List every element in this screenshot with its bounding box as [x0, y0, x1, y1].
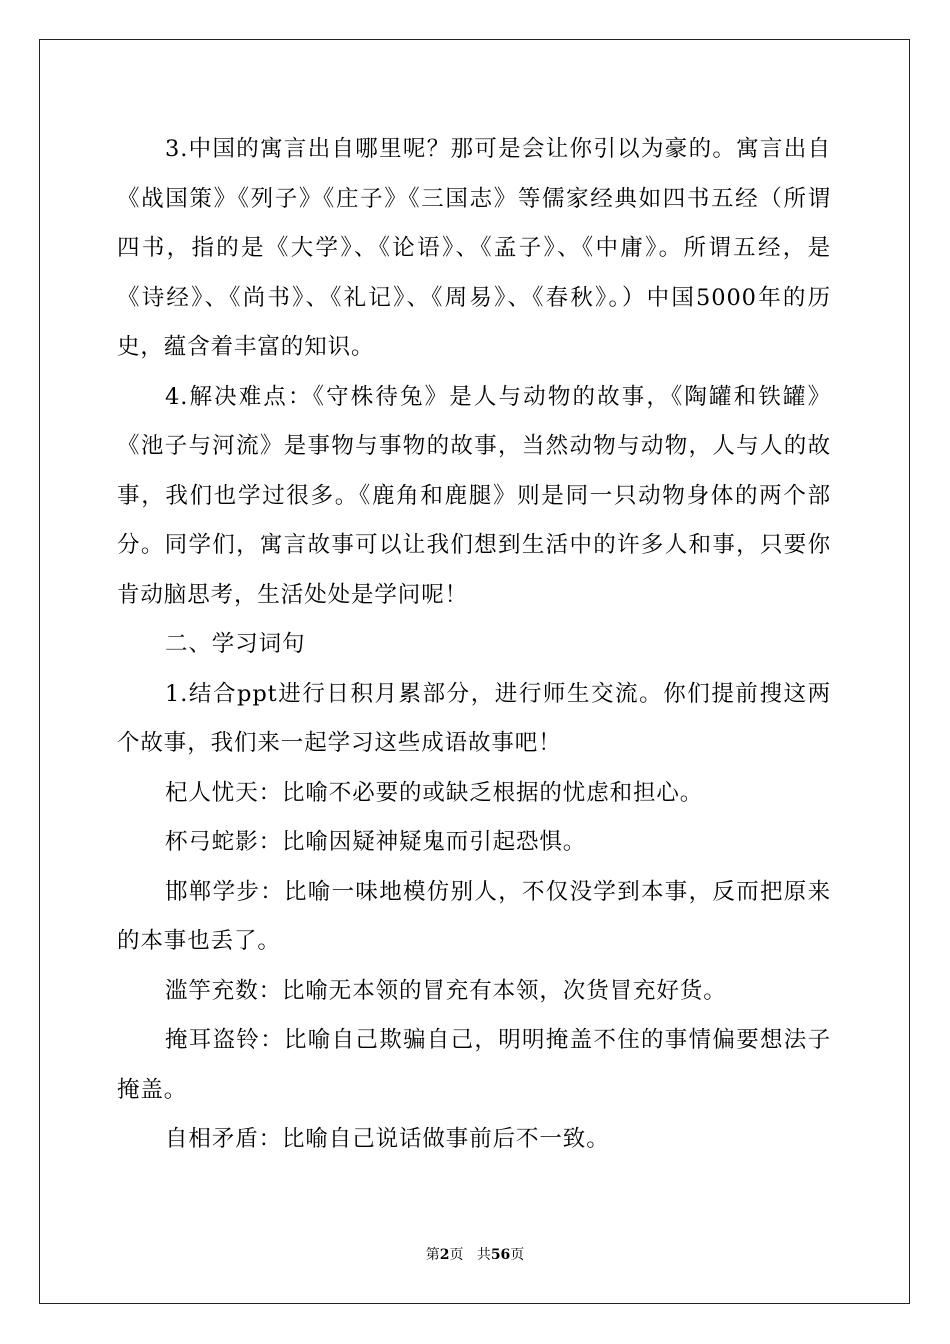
footer-total-prefix: 共: [476, 1247, 491, 1263]
paragraph-origin-of-fables: 3.中国的寓言出自哪里呢？那可是会让你引以为豪的。寓言出自《战国策》《列子》《庄子》《三国志》等儒家经典如四书五经（所谓四书，指的是《大学》、《论语》、《孟子》、《中庸》。所谓五经，是《诗经》、《尚书》、《礼记》、《周易》、《春秋》。）中国5000年的历史，蕴含着丰富的知识。: [117, 136, 831, 360]
idiom-lan-yu-chong-shu: 滥竽充数：比喻无本领的冒充有本领，次货冒充好货。: [165, 977, 727, 1004]
current-page-number: 2: [439, 1247, 450, 1263]
footer-prefix: 第: [425, 1247, 440, 1263]
idiom-qi-ren-you-tian: 杞人忧天：比喻不必要的或缺乏根据的忧虑和担心。: [165, 779, 704, 806]
paragraph-ppt-exchange: 1.结合ppt进行日积月累部分，进行师生交流。你们提前搜这两个故事，我们来一起学习这些成语故事吧！: [117, 680, 831, 756]
footer-total-suffix: 页: [510, 1247, 525, 1263]
paragraph-difficult-points: 4.解决难点：《守株待兔》是人与动物的故事，《陶罐和铁罐》《池子与河流》是事物与事物的故事，当然动物与动物，人与人的故事，我们也学过很多。《鹿角和鹿腿》则是同一只动物身体的两个部分。同学们，寓言故事可以让我们想到生活中的许多人和事，只要你肯动脑思考，生活处处是学问呢！: [117, 383, 831, 608]
idiom-bei-gong-she-ying: 杯弓蛇影：比喻因疑神疑鬼而引起恐惧。: [165, 829, 587, 855]
document-body: [117, 125, 831, 1165]
idiom-han-dan-xue-bu: 邯郸学步：比喻一味地模仿别人，不仅没学到本事，反而把原来的本事也丢了。: [117, 878, 831, 954]
total-page-count: 56: [490, 1247, 511, 1263]
footer-page-suffix: 页: [449, 1247, 464, 1263]
page-footer: [0, 1246, 950, 1264]
section-heading-learn-phrases: 二、学习词句: [165, 631, 306, 657]
idiom-zi-xiang-mao-dun: 自相矛盾：比喻自己说话做事前后不一致。: [165, 1126, 610, 1152]
idiom-yan-er-dao-ling: 掩耳盗铃：比喻自己欺骗自己，明明掩盖不住的事情偏要想法子掩盖。: [117, 1027, 831, 1103]
